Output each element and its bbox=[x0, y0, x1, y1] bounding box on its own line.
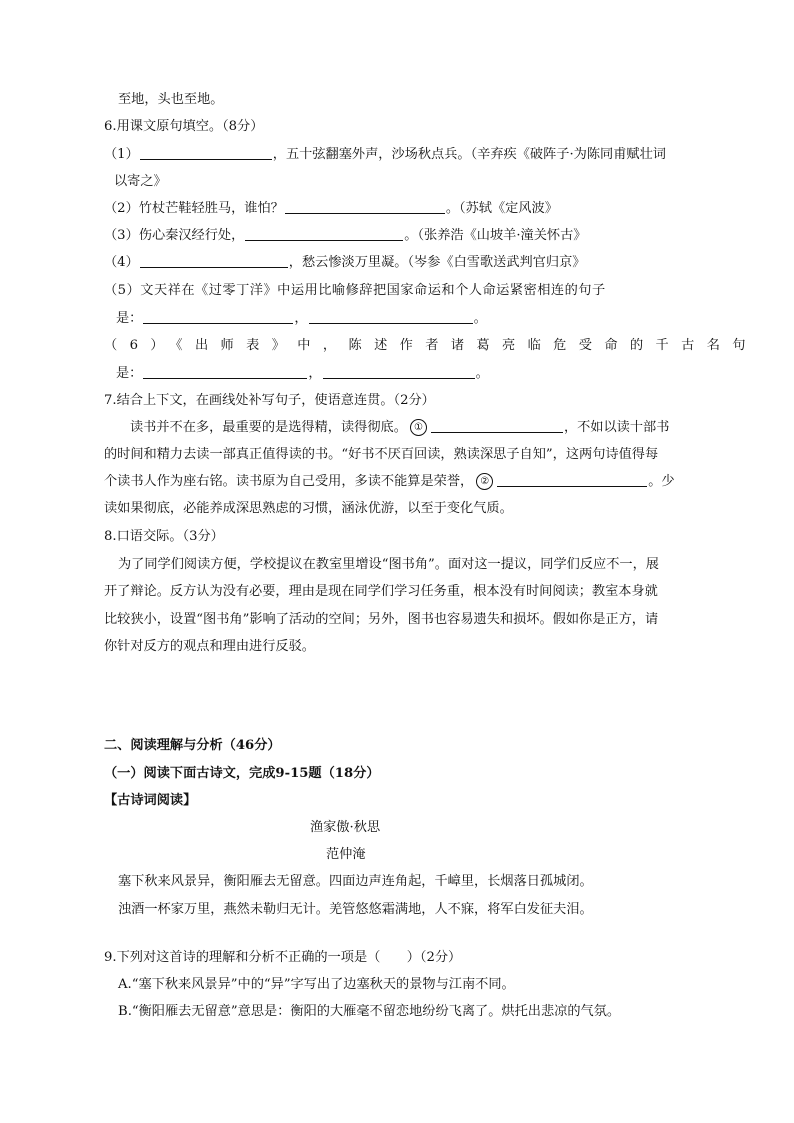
q6-4-after: ，愁云惨淡万里凝。（岑参《白雪歌送武判官归京》 bbox=[288, 255, 586, 270]
q6-item-1-cont: 以寄之》 bbox=[114, 174, 167, 189]
fill-blank-6-2[interactable] bbox=[285, 199, 445, 214]
marker-2: ② bbox=[476, 473, 493, 490]
q6-4-num: （4） bbox=[104, 255, 139, 270]
fill-blank-6-5a[interactable] bbox=[143, 309, 293, 324]
q6-item-2 bbox=[104, 198, 558, 220]
q6-item-6: （6）《出师表》中，陈述作者诸葛亮临危受命的千古名句 bbox=[104, 338, 758, 353]
q7-title: 7.结合上下文，在画线处补写句子，使语意连贯。（2分） bbox=[104, 393, 435, 408]
q6-item-5-answer bbox=[116, 308, 487, 330]
q6-6-end: 。 bbox=[475, 366, 489, 381]
fill-blank-7-2[interactable] bbox=[497, 472, 647, 487]
q6-5-comma: ， bbox=[294, 311, 308, 326]
q6-title: 6.用课文原句填空。（8分） bbox=[104, 119, 264, 134]
fill-blank-6-3[interactable] bbox=[245, 226, 403, 241]
fill-blank-7-1[interactable] bbox=[431, 418, 563, 433]
q7-line-4: 读如果彻底，必能养成深思熟虑的习惯，涵泳优游，以至于变化气质。 bbox=[104, 501, 513, 516]
q6-item-3 bbox=[104, 225, 586, 247]
fill-blank-6-6a[interactable] bbox=[143, 364, 307, 379]
q7-line-3 bbox=[104, 471, 675, 493]
q6-1-text: ，五十弦翻塞外声，沙场秋点兵。（辛弃疾《破阵子·为陈同甫赋壮词 bbox=[272, 147, 666, 162]
q6-item-5: （5）文天祥在《过零丁洋》中运用比喻修辞把国家命运和个人命运紧密相连的句子 bbox=[104, 283, 606, 298]
q6-2-text: 竹杖芒鞋轻胜马，谁怕？ bbox=[138, 201, 284, 216]
q6-3-num: （3） bbox=[104, 228, 139, 243]
q9-option-b: B.“衡阳雁去无留意”意思是：衡阳的大雁毫不留恋地纷纷飞离了。烘托出悲凉的气氛。 bbox=[118, 1004, 621, 1019]
q8-line: 你针对反方的观点和理由进行反驳。 bbox=[104, 639, 315, 654]
q6-3-text: 伤心秦汉经行处， bbox=[138, 228, 245, 243]
q6-item-4 bbox=[104, 252, 585, 274]
q6-item-6-answer bbox=[116, 363, 489, 385]
q6-6-comma: ， bbox=[308, 366, 322, 381]
q6-6-prefix: 是： bbox=[116, 366, 143, 381]
poem-line: 浊酒一杯家万里，燕然未勒归无计。羌管悠悠霜满地，人不寐，将军白发征夫泪。 bbox=[118, 902, 593, 917]
q7-p3b: 。少 bbox=[648, 474, 675, 489]
marker-1: ① bbox=[410, 419, 427, 436]
q6-item-1 bbox=[104, 144, 666, 166]
q7-p1a: 读书并不在多，最重要的是选得精，读得彻底。 bbox=[130, 420, 407, 435]
poem-reading-label: 【古诗词阅读】 bbox=[104, 793, 197, 808]
poem-line: 塞下秋来风景异，衡阳雁去无留意。四面边声连角起，千嶂里，长烟落日孤城闭。 bbox=[118, 874, 593, 889]
fill-blank-6-5b[interactable] bbox=[309, 309, 473, 324]
q8-line: 比较狭小，设置“图书角”影响了活动的空间；另外，图书也容易遗失和损坏。假如你是正方，请 bbox=[104, 612, 659, 627]
q6-2-after: 。（苏轼《定风波》 bbox=[445, 201, 558, 216]
q9-option-a: A.“塞下秋来风景异”中的“异”字写出了边塞秋天的景物与江南不同。 bbox=[118, 977, 515, 992]
q6-5-prefix: 是： bbox=[116, 311, 143, 326]
poem-author: 范仲淹 bbox=[326, 847, 366, 862]
q7-p3a: 个读书人作为座右铭。读书原为自己受用，多读不能算是荣誉， bbox=[104, 474, 474, 489]
fill-blank-6-1[interactable] bbox=[140, 145, 272, 160]
q6-3-after: 。（张养浩《山坡羊·潼关怀古》 bbox=[404, 228, 587, 243]
continuation-line: 至地，头也至地。 bbox=[118, 92, 224, 107]
q7-p1b: ，不如以读十部书 bbox=[563, 420, 670, 435]
fill-blank-6-4[interactable] bbox=[140, 253, 288, 268]
q8-line: 为了同学们阅读方便，学校提议在教室里增设“图书角”。面对这一提议，同学们反应不一，展 bbox=[118, 557, 659, 572]
q8-title: 8.口语交际。（3分） bbox=[104, 529, 224, 544]
q6-1-num: （1） bbox=[104, 147, 139, 162]
section-2-title: 二、阅读理解与分析（46分） bbox=[104, 738, 281, 753]
q8-line: 开了辩论。反方认为没有必要，理由是现在同学们学习任务重，根本没有时间阅读；教室本身就 bbox=[104, 584, 658, 599]
q6-5-end: 。 bbox=[473, 311, 487, 326]
q7-line-2: 的时间和精力去读一部真正值得读的书。“好书不厌百回读，熟读深思子自知”，这两句诗值得每 bbox=[104, 447, 659, 462]
poem-title: 渔家傲·秋思 bbox=[310, 820, 381, 835]
section-2-subtitle: （一）阅读下面古诗文，完成9-15题（18分） bbox=[104, 766, 380, 781]
q9-title: 9.下列对这首诗的理解和分析不正确的一项是（ ）（2分） bbox=[104, 950, 462, 965]
fill-blank-6-6b[interactable] bbox=[323, 364, 475, 379]
q6-2-num: （2） bbox=[104, 201, 139, 216]
q7-line-1 bbox=[130, 417, 669, 439]
